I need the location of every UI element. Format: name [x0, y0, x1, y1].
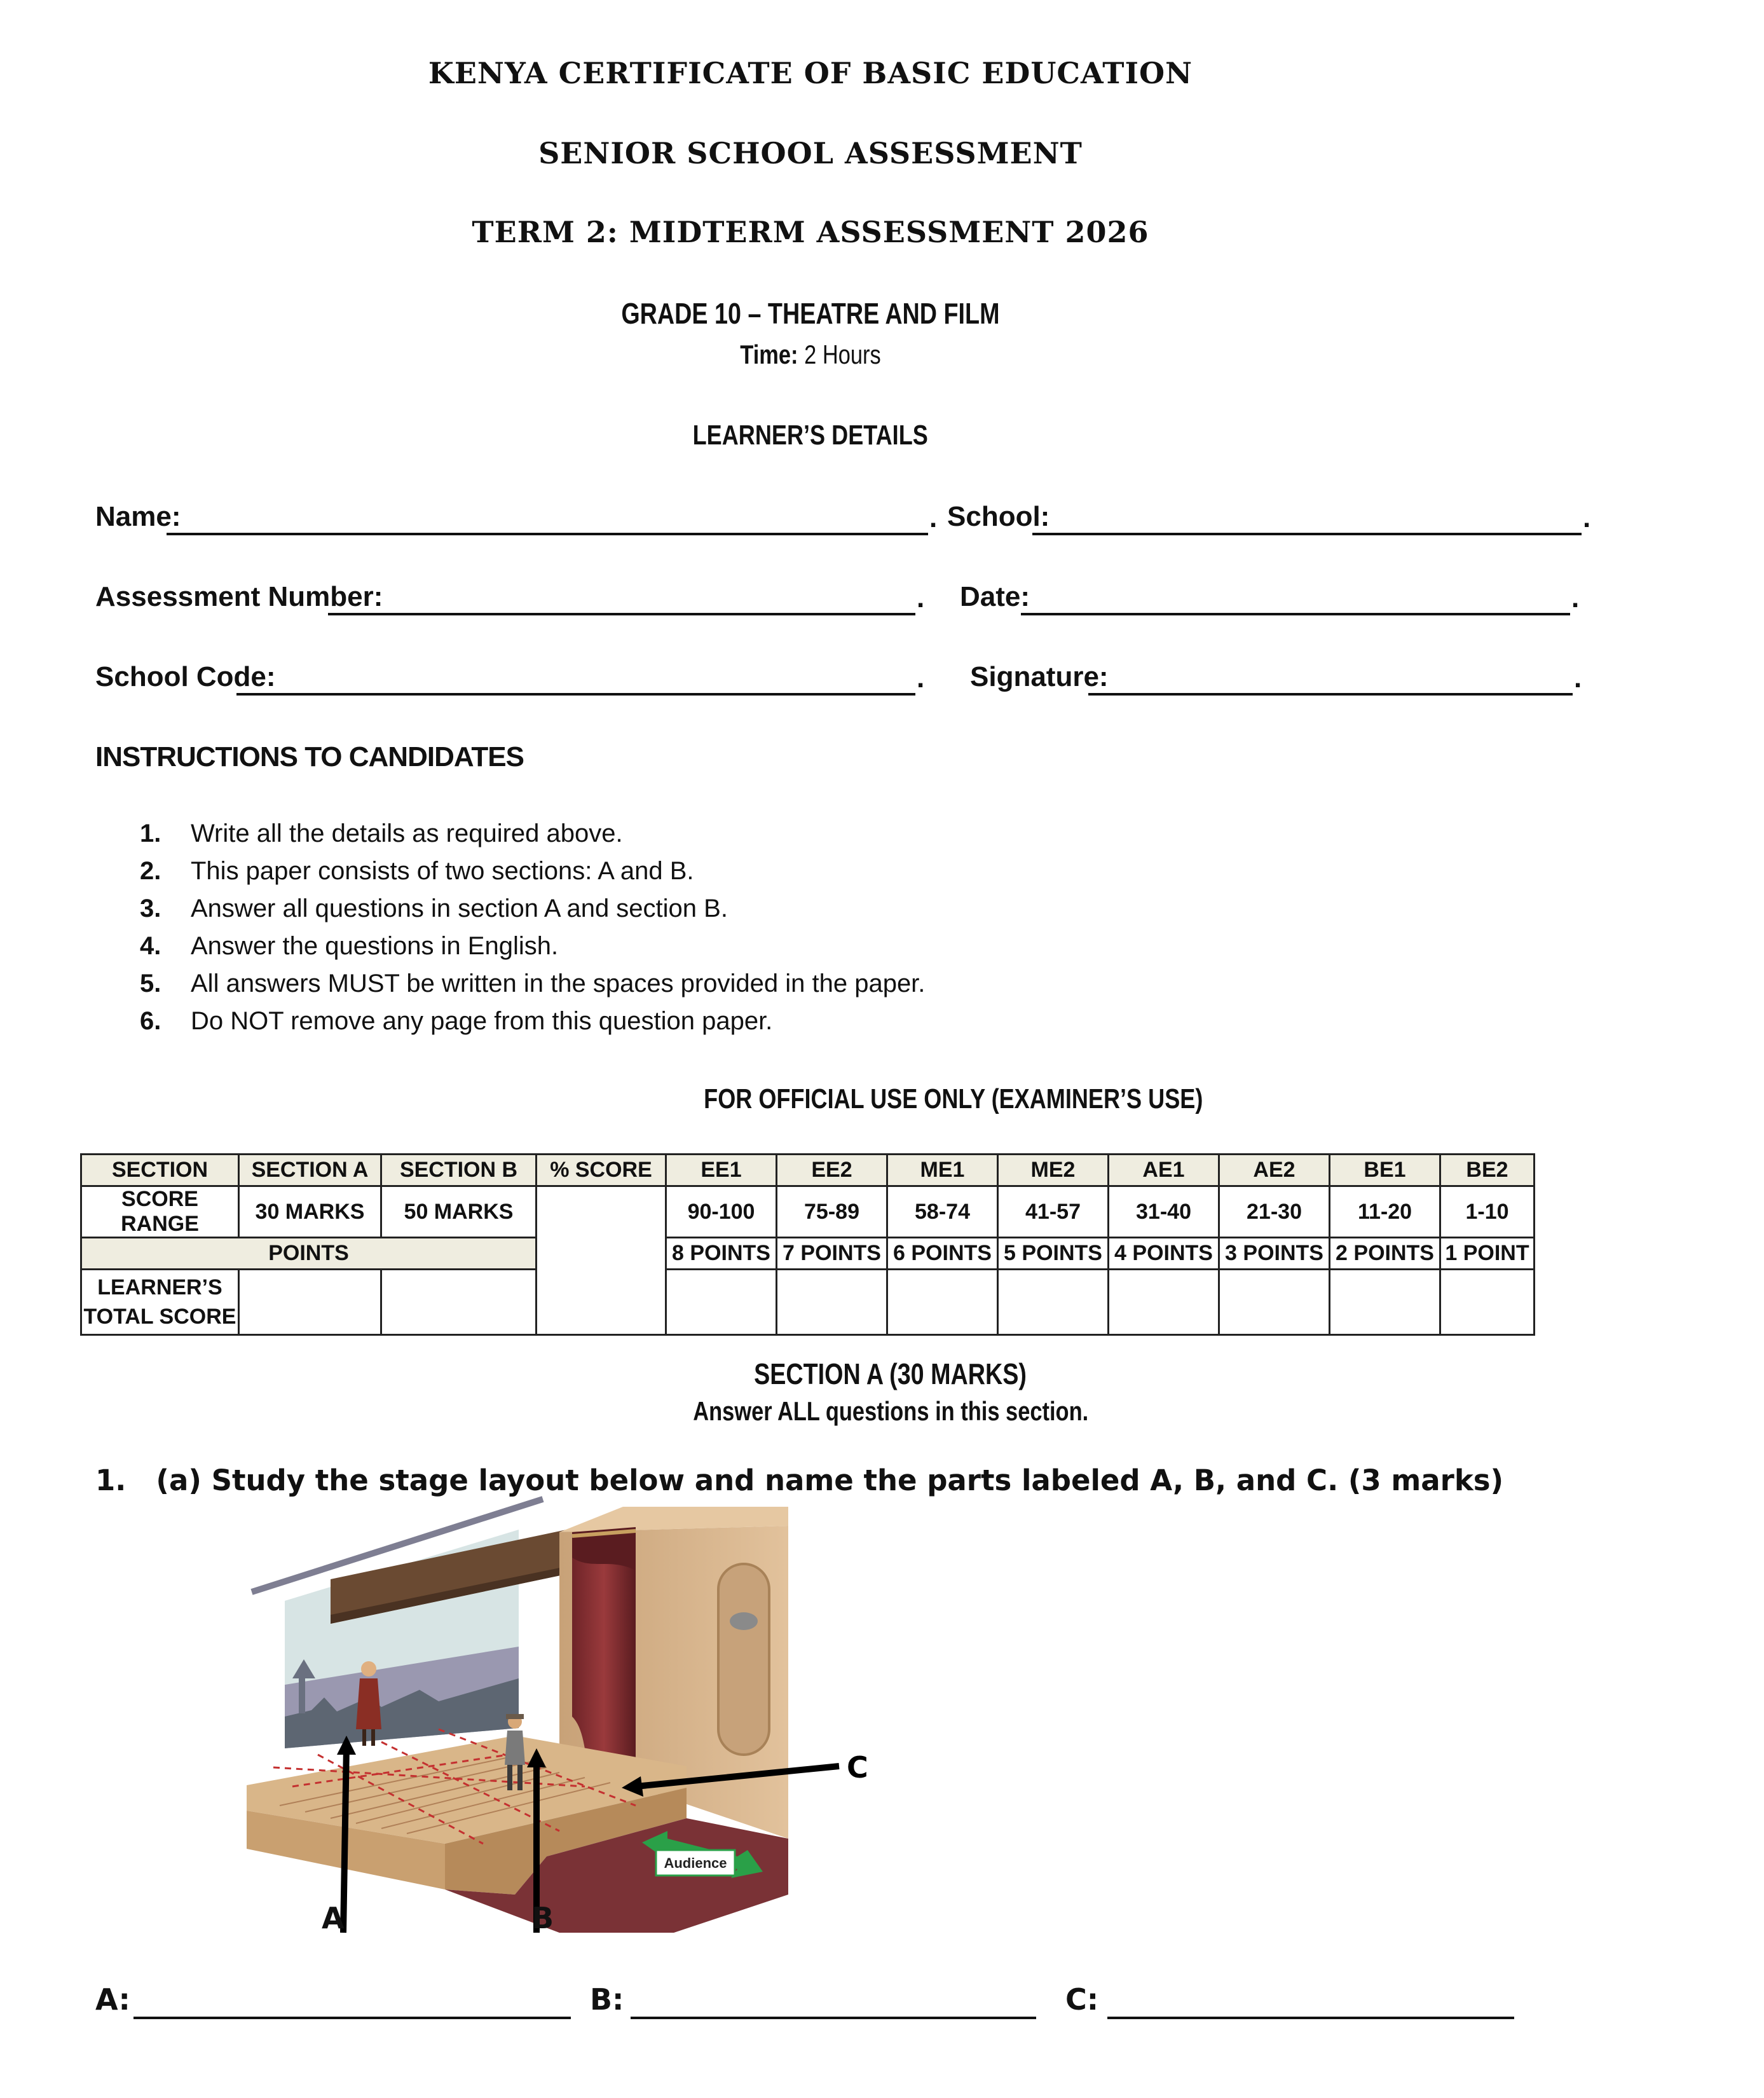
- grade-cell[interactable]: [1219, 1270, 1330, 1335]
- grade-points: 8 POINTS: [666, 1238, 777, 1270]
- item-number: 5.: [140, 970, 161, 998]
- section-header: SECTION: [81, 1155, 239, 1186]
- answer-c-field[interactable]: [1107, 2017, 1514, 2019]
- section-a-header: SECTION A: [239, 1155, 381, 1186]
- pct-score-cell[interactable]: [537, 1186, 666, 1335]
- total-label-line-1: LEARNER’S: [97, 1275, 222, 1299]
- table-row: [81, 1238, 1535, 1270]
- signature-field[interactable]: [1088, 693, 1573, 696]
- answer-c-label: C:: [1065, 1982, 1099, 2017]
- school-code-label: School Code:: [95, 661, 276, 692]
- grade-points: 7 POINTS: [777, 1238, 887, 1270]
- grade-range: 58-74: [887, 1186, 998, 1238]
- learner-details-title: LEARNER’S DETAILS: [692, 420, 929, 451]
- grade-code: ME1: [887, 1155, 998, 1186]
- grade-code: EE2: [777, 1155, 887, 1186]
- grade-cell[interactable]: [666, 1270, 777, 1335]
- answer-a-field[interactable]: [133, 2017, 571, 2019]
- grade-range: 41-57: [998, 1186, 1109, 1238]
- time-line: [0, 339, 1621, 370]
- time-label: Time:: [740, 339, 798, 369]
- table-row: [81, 1186, 1535, 1238]
- grade-points: 4 POINTS: [1109, 1238, 1219, 1270]
- label-a: A: [322, 1901, 345, 1935]
- header-line-2: SENIOR SCHOOL ASSESSMENT: [538, 136, 1083, 170]
- grade-points: 5 POINTS: [998, 1238, 1109, 1270]
- grade-points: 3 POINTS: [1219, 1238, 1330, 1270]
- grade-cell[interactable]: [1440, 1270, 1535, 1335]
- grade-range: 11-20: [1330, 1186, 1440, 1238]
- section-a-title: SECTION A (30 MARKS): [754, 1357, 1027, 1390]
- label-b: B: [531, 1901, 554, 1935]
- grade-code: AE1: [1109, 1155, 1219, 1186]
- school-code-field[interactable]: [236, 693, 915, 696]
- item-number: 2.: [140, 857, 161, 885]
- audience-label: Audience: [664, 1855, 727, 1871]
- name-label: Name:: [95, 501, 181, 532]
- question-number: 1.: [95, 1464, 126, 1497]
- section-a-score-cell[interactable]: [239, 1270, 381, 1335]
- date-dot: .: [1571, 582, 1580, 614]
- assessment-number-label: Assessment Number:: [95, 581, 383, 612]
- date-field[interactable]: [1021, 613, 1570, 615]
- school-code-dot: .: [917, 662, 925, 694]
- name-dot: .: [929, 502, 938, 533]
- grade-range: 21-30: [1219, 1186, 1330, 1238]
- answer-b-label: B:: [590, 1982, 624, 2017]
- item-text: This paper consists of two sections: A and B.: [191, 857, 694, 885]
- item-number: 1.: [140, 819, 161, 847]
- grade-code: EE1: [666, 1155, 777, 1186]
- grade-range: 1-10: [1440, 1186, 1535, 1238]
- item-text: Answer all questions in section A and section B.: [191, 895, 728, 922]
- grade-cell[interactable]: [777, 1270, 887, 1335]
- grade-code: ME2: [998, 1155, 1109, 1186]
- school-label: School:: [947, 501, 1050, 532]
- total-label-line-2: TOTAL SCORE: [83, 1305, 236, 1329]
- answer-b-field[interactable]: [631, 2017, 1036, 2019]
- grade-cell[interactable]: [1109, 1270, 1219, 1335]
- list-item: [140, 890, 925, 928]
- learner-total-label: [81, 1270, 239, 1335]
- header-line-1: KENYA CERTIFICATE OF BASIC EDUCATION: [428, 56, 1193, 90]
- time-value: 2 Hours: [804, 339, 881, 369]
- grade-points: 2 POINTS: [1330, 1238, 1440, 1270]
- item-number: 6.: [140, 1007, 161, 1035]
- stage-illustration: [229, 1488, 868, 1933]
- assessment-number-field[interactable]: [328, 613, 915, 615]
- grade-code: BE2: [1440, 1155, 1535, 1186]
- table-row: [81, 1270, 1535, 1335]
- instructions-list: [140, 815, 925, 1040]
- header-line-3: TERM 2: MIDTERM ASSESSMENT 2026: [472, 215, 1149, 249]
- name-field[interactable]: [167, 533, 928, 535]
- grade-cell[interactable]: [998, 1270, 1109, 1335]
- grade-cell[interactable]: [887, 1270, 998, 1335]
- list-item: [140, 853, 925, 890]
- question-text: (a) Study the stage layout below and name the parts labeled A, B, and C. (3 marks): [156, 1464, 1504, 1497]
- section-b-score-cell[interactable]: [381, 1270, 537, 1335]
- list-item: [140, 965, 925, 1003]
- answer-a-label: A:: [95, 1982, 130, 2017]
- item-text: Answer the questions in English.: [191, 932, 559, 960]
- instructions-title: INSTRUCTIONS TO CANDIDATES: [95, 741, 524, 772]
- item-text: Write all the details as required above.: [191, 819, 623, 847]
- table-row: [81, 1155, 1535, 1186]
- list-item: [140, 815, 925, 853]
- item-text: Do NOT remove any page from this question paper.: [191, 1007, 773, 1035]
- grade-code: BE1: [1330, 1155, 1440, 1186]
- list-item: [140, 1003, 925, 1040]
- item-number: 4.: [140, 932, 161, 960]
- section-b-header: SECTION B: [381, 1155, 537, 1186]
- grade-code: AE2: [1219, 1155, 1330, 1186]
- item-text: All answers MUST be written in the spaces provided in the paper.: [191, 970, 926, 998]
- grade-range: 75-89: [777, 1186, 887, 1238]
- section-b-marks: 50 MARKS: [381, 1186, 537, 1238]
- section-a-marks: 30 MARKS: [239, 1186, 381, 1238]
- signature-label: Signature:: [970, 661, 1109, 692]
- grade-range: 90-100: [666, 1186, 777, 1238]
- grade-range: 31-40: [1109, 1186, 1219, 1238]
- grade-cell[interactable]: [1330, 1270, 1440, 1335]
- signature-dot: .: [1574, 662, 1582, 694]
- item-number: 3.: [140, 895, 161, 922]
- label-c: C: [847, 1750, 868, 1785]
- date-label: Date:: [960, 581, 1030, 612]
- school-dot: .: [1583, 502, 1591, 533]
- official-use-table: [80, 1153, 1535, 1336]
- score-range-label: SCORE RANGE: [81, 1186, 239, 1238]
- grade-points: 6 POINTS: [887, 1238, 998, 1270]
- list-item: [140, 928, 925, 965]
- subject-title: GRADE 10 – THEATRE AND FILM: [621, 297, 1000, 330]
- assessment-dot: .: [917, 582, 925, 614]
- grade-points: 1 POINT: [1440, 1238, 1535, 1270]
- school-field[interactable]: [1032, 533, 1582, 535]
- pct-score-header: % SCORE: [537, 1155, 666, 1186]
- points-label: POINTS: [81, 1238, 537, 1270]
- section-a-subtitle: Answer ALL questions in this section.: [693, 1396, 1088, 1426]
- official-use-title: FOR OFFICIAL USE ONLY (EXAMINER’S USE): [704, 1083, 1203, 1114]
